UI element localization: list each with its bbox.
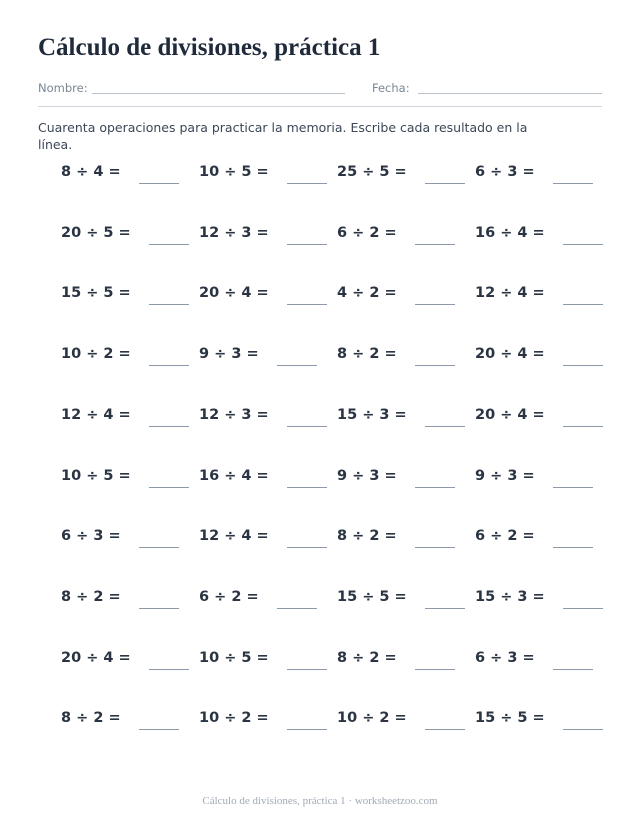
answer-line[interactable] [139,608,179,609]
problem-expression: 6 ÷ 2 = [475,528,535,544]
answer-line[interactable] [149,426,189,427]
answer-line[interactable] [563,608,603,609]
answer-line[interactable] [415,547,455,548]
problem-expression: 6 ÷ 3 = [475,650,535,666]
problem-expression: 10 ÷ 2 = [199,710,269,726]
problem-expression: 8 ÷ 2 = [337,650,397,666]
problem-expression: 15 ÷ 5 = [61,285,131,301]
problem-expression: 8 ÷ 2 = [337,346,397,362]
problem-expression: 9 ÷ 3 = [337,468,397,484]
problem-expression: 20 ÷ 5 = [61,225,131,241]
answer-line[interactable] [277,608,317,609]
problem-expression: 10 ÷ 2 = [61,346,131,362]
problem-expression: 20 ÷ 4 = [475,346,545,362]
answer-line[interactable] [553,183,593,184]
problem-expression: 10 ÷ 5 = [199,164,269,180]
answer-line[interactable] [287,244,327,245]
problem-expression: 20 ÷ 4 = [199,285,269,301]
answer-line[interactable] [563,304,603,305]
answer-line[interactable] [425,183,465,184]
answer-line[interactable] [563,244,603,245]
problem-expression: 12 ÷ 3 = [199,407,269,423]
answer-line[interactable] [425,426,465,427]
answer-line[interactable] [415,304,455,305]
problem-expression: 12 ÷ 4 = [475,285,545,301]
answer-line[interactable] [553,669,593,670]
instructions: Cuarenta operaciones para practicar la memoria. Escribe cada resultado en la línea. [38,120,528,152]
answer-line[interactable] [563,729,603,730]
answer-line[interactable] [287,547,327,548]
answer-line[interactable] [149,487,189,488]
problem-expression: 6 ÷ 2 = [199,589,259,605]
answer-line[interactable] [415,365,455,366]
answer-line[interactable] [287,304,327,305]
problem-expression: 15 ÷ 3 = [337,407,407,423]
problem-expression: 12 ÷ 3 = [199,225,269,241]
date-field[interactable] [418,93,602,94]
problem-expression: 12 ÷ 4 = [199,528,269,544]
problem-expression: 4 ÷ 2 = [337,285,397,301]
answer-line[interactable] [287,426,327,427]
problem-expression: 15 ÷ 5 = [475,710,545,726]
problem-expression: 8 ÷ 2 = [337,528,397,544]
answer-line[interactable] [139,547,179,548]
answer-line[interactable] [415,244,455,245]
problem-expression: 6 ÷ 3 = [61,528,121,544]
answer-line[interactable] [287,669,327,670]
answer-line[interactable] [287,183,327,184]
problem-expression: 8 ÷ 4 = [61,164,121,180]
problem-expression: 8 ÷ 2 = [61,589,121,605]
problem-expression: 6 ÷ 3 = [475,164,535,180]
footer: Cálculo de divisiones, práctica 1 · worksheetzoo.com [202,795,438,807]
answer-line[interactable] [415,487,455,488]
problem-expression: 25 ÷ 5 = [337,164,407,180]
answer-line[interactable] [287,729,327,730]
name-label: Nombre: [38,81,88,95]
answer-line[interactable] [287,487,327,488]
answer-line[interactable] [149,365,189,366]
answer-line[interactable] [139,729,179,730]
answer-line[interactable] [553,487,593,488]
answer-line[interactable] [149,669,189,670]
answer-line[interactable] [553,547,593,548]
problem-expression: 9 ÷ 3 = [199,346,259,362]
date-label: Fecha: [372,81,410,95]
problem-expression: 12 ÷ 4 = [61,407,131,423]
problem-expression: 9 ÷ 3 = [475,468,535,484]
problem-expression: 16 ÷ 4 = [475,225,545,241]
answer-line[interactable] [563,426,603,427]
problem-expression: 8 ÷ 2 = [61,710,121,726]
problem-expression: 6 ÷ 2 = [337,225,397,241]
problem-expression: 16 ÷ 4 = [199,468,269,484]
header-divider [38,106,602,107]
answer-line[interactable] [415,669,455,670]
problem-expression: 10 ÷ 2 = [337,710,407,726]
problem-expression: 20 ÷ 4 = [61,650,131,666]
problem-expression: 10 ÷ 5 = [199,650,269,666]
answer-line[interactable] [149,304,189,305]
answer-line[interactable] [425,608,465,609]
answer-line[interactable] [277,365,317,366]
worksheet-title: Cálculo de divisiones, práctica 1 [38,34,381,61]
problem-expression: 15 ÷ 3 = [475,589,545,605]
problem-expression: 20 ÷ 4 = [475,407,545,423]
name-field[interactable] [92,93,345,94]
answer-line[interactable] [139,183,179,184]
problem-expression: 10 ÷ 5 = [61,468,131,484]
answer-line[interactable] [425,729,465,730]
problem-expression: 15 ÷ 5 = [337,589,407,605]
answer-line[interactable] [149,244,189,245]
answer-line[interactable] [563,365,603,366]
